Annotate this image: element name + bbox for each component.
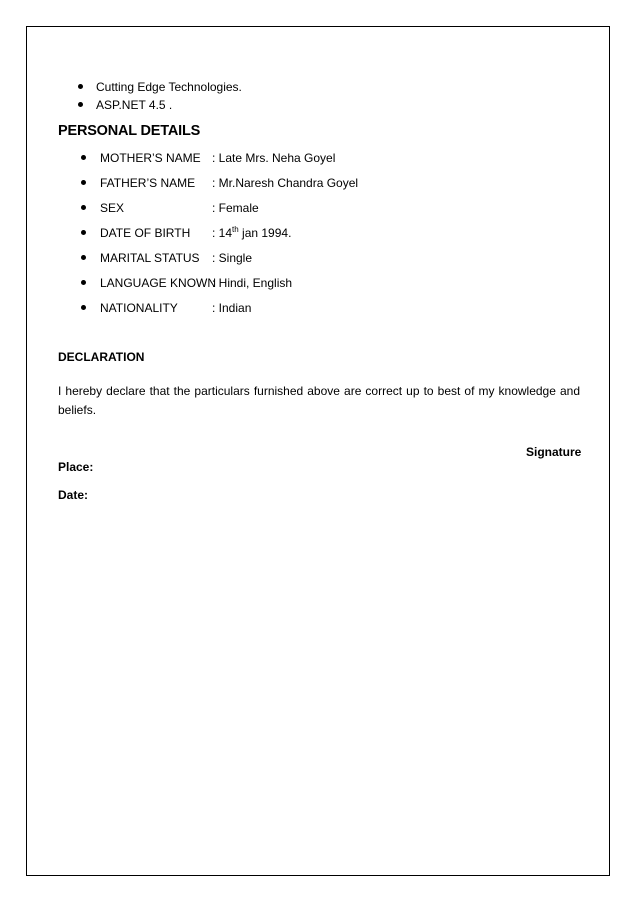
bullet-icon [81, 255, 86, 260]
detail-label: SEX [100, 201, 125, 215]
tech-item: Cutting Edge Technologies. [96, 80, 242, 94]
dob-prefix: : 14 [212, 226, 233, 240]
dob-sup: th [232, 225, 239, 234]
place-label: Place: [58, 460, 94, 474]
bullet-icon [81, 280, 86, 285]
detail-value: : Female [212, 201, 259, 215]
bullet-icon [81, 155, 86, 160]
detail-label: MOTHER’S NAME [100, 151, 201, 165]
detail-value: : Indian [212, 301, 252, 315]
bullet-icon [81, 305, 86, 310]
detail-value: : Late Mrs. Neha Goyel [212, 151, 336, 165]
date-label: Date: [58, 488, 89, 502]
bullet-icon [81, 180, 86, 185]
signature-label: Signature [526, 445, 582, 459]
bullet-icon [78, 84, 83, 89]
detail-label: NATIONALITY [100, 301, 178, 315]
detail-label: MARITAL STATUS [100, 251, 200, 265]
detail-value: : Single [212, 251, 253, 265]
bullet-icon [81, 205, 86, 210]
bullet-icon [81, 230, 86, 235]
detail-value-dob [212, 226, 291, 240]
dob-suffix: jan 1994. [238, 226, 292, 240]
detail-label: DATE OF BIRTH [100, 226, 191, 240]
detail-value: : Hindi, English [212, 276, 293, 290]
detail-value: : Mr.Naresh Chandra Goyel [212, 176, 359, 190]
declaration-heading: DECLARATION [58, 350, 145, 364]
detail-label: FATHER’S NAME [100, 176, 196, 190]
bullet-icon [78, 102, 83, 107]
tech-item: ASP.NET 4.5 . [96, 98, 173, 112]
declaration-text: I hereby declare that the particulars furnished above are correct up to best of my knowledge and beliefs. [58, 384, 580, 417]
detail-label: LANGUAGE KNOWN [100, 276, 217, 290]
personal-details-heading: PERSONAL DETAILS [58, 123, 201, 139]
